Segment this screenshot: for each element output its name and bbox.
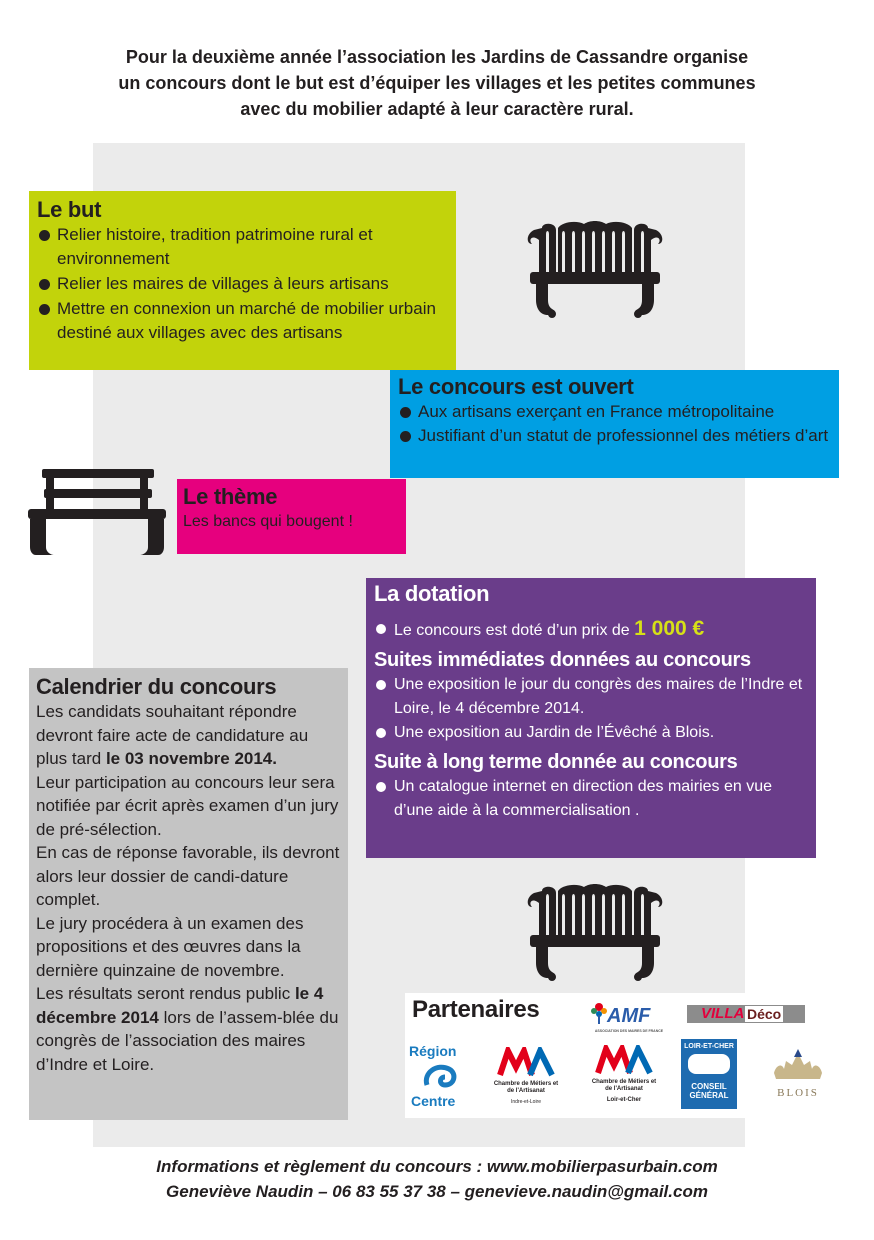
- centre-text: Centre: [411, 1093, 456, 1109]
- tree-icon: [589, 1001, 609, 1025]
- theme-section: [177, 479, 406, 554]
- amf-subtitle: ASSOCIATION DES MAIRES DE FRANCE: [594, 1029, 664, 1033]
- deco-text: Déco: [747, 1006, 782, 1022]
- conseil-text: CONSEIL GÉNÉRAL: [689, 1082, 729, 1100]
- loir-text: LOIR-ET-CHER: [684, 1043, 734, 1050]
- calendrier-paragraph: Leur participation au concours leur sera notifiée par écrit après examen d’un jury de pré-sélection.: [36, 772, 339, 839]
- list-item: Une exposition au Jardin de l’Évêché à Blois.: [374, 721, 808, 745]
- cma-label: Chambre de Métiers et de l'Artisanat: [591, 1079, 657, 1092]
- loir-et-cher-logo: [681, 1039, 737, 1109]
- p5-date: le 4 décembre 2014: [36, 984, 324, 1027]
- cma-icon: [496, 1047, 556, 1079]
- list-item: Relier histoire, tradition patrimoine rural et environnement: [37, 223, 448, 271]
- partners-section: [405, 993, 835, 1118]
- dotation-prize-list: [374, 617, 808, 643]
- blois-text: BLOIS: [777, 1087, 819, 1099]
- theme-title: Le thème: [183, 484, 278, 509]
- region-centre-logo: [407, 1043, 469, 1113]
- calendrier-paragraph: [36, 700, 341, 771]
- p1-date: le 03 novembre 2014.: [105, 749, 277, 768]
- intro-line-2: un concours dont le but est d’équiper les villages et les petites communes: [118, 73, 756, 93]
- list-item: Justifiant d’un statut de professionnel des métiers d’art: [398, 424, 831, 448]
- calendrier-paragraph: En cas de réponse favorable, ils devront alors leur dossier de candi-dature complet.: [36, 843, 340, 909]
- blois-crest-icon: [770, 1043, 826, 1083]
- intro-line-1: Pour la deuxième année l’association les Jardins de Cassandre organise: [125, 47, 749, 67]
- prize-amount: 1 000 €: [634, 617, 705, 640]
- ornate-bench-bottom-icon: [522, 883, 668, 983]
- list-item: Mettre en connexion un marché de mobilier urbain destiné aux villages avec des artisans: [37, 297, 448, 345]
- dotation-section: [366, 578, 816, 858]
- concours-list: [398, 400, 831, 448]
- simple-bench-icon: [26, 469, 168, 559]
- cma-icon: [594, 1045, 654, 1077]
- villa-text: VILLA: [701, 1005, 745, 1022]
- immediate-title: Suites immédiates données au concours: [374, 649, 751, 671]
- list-item: Aux artisans exerçant en France métropolitaine: [398, 400, 831, 424]
- p1-text: Les candidats souhaitant répondre devront faire acte de candidature au plus tard: [36, 702, 309, 768]
- cma-sub: Indre-et-Loire: [510, 1099, 541, 1105]
- p5-after: lors de l’assem-blée du congrès de l’association des maires d’Indre et Loire.: [36, 1007, 339, 1074]
- but-title: Le but: [37, 197, 102, 222]
- blois-logo: [767, 1043, 829, 1113]
- partners-title: Partenaires: [412, 996, 540, 1023]
- immediate-list: [374, 673, 808, 745]
- list-item: [374, 617, 808, 643]
- theme-text: Les bancs qui bougent !: [183, 513, 353, 530]
- intro-text: [110, 44, 764, 122]
- dotation-title: La dotation: [374, 581, 490, 606]
- but-section: [29, 191, 456, 370]
- cma-label: Chambre de Métiers et de l'Artisanat: [493, 1081, 559, 1094]
- calendrier-section: [29, 668, 348, 1120]
- cma-indre-logo: [491, 1047, 561, 1115]
- p5-before: Les résultats seront rendus public: [36, 984, 291, 1003]
- footer: [80, 1154, 794, 1204]
- prize-text: Le concours est doté d’un prix de: [394, 622, 630, 639]
- cma-sub: Loir-et-Cher: [606, 1097, 642, 1103]
- intro-line-3: avec du mobilier adapté à leur caractère rural.: [240, 99, 634, 119]
- calendrier-paragraph: Le jury procédera à un examen des propositions et des œuvres dans la dernière quinzaine de novembre.: [36, 913, 304, 980]
- long-term-list: [374, 775, 808, 823]
- calendrier-title: Calendrier du concours: [36, 674, 277, 699]
- long-term-title: Suite à long terme donnée au concours: [374, 751, 738, 773]
- cma-loir-logo: [588, 1045, 660, 1115]
- region-swirl-icon: [421, 1061, 461, 1093]
- calendrier-paragraph: [36, 982, 341, 1076]
- villadeco-logo: [687, 1005, 807, 1025]
- footer-line-2: Geneviève Naudin – 06 83 55 37 38 – genevieve.naudin@gmail.com: [166, 1182, 708, 1201]
- footer-line-1: Informations et règlement du concours : www.mobilierpasurbain.com: [156, 1157, 718, 1176]
- list-item: Un catalogue internet en direction des mairies en vue d’une aide à la commercialisation .: [374, 775, 808, 823]
- list-item: Une exposition le jour du congrès des maires de l’Indre et Loire, le 4 décembre 2014.: [374, 673, 808, 721]
- list-item: Relier les maires de villages à leurs artisans: [37, 272, 448, 296]
- concours-title: Le concours est ouvert: [398, 374, 634, 399]
- region-text: Région: [409, 1043, 457, 1059]
- but-list: [37, 223, 448, 345]
- ornate-bench-icon: [522, 220, 668, 320]
- concours-section: [390, 370, 839, 478]
- amf-text: AMF: [607, 1005, 651, 1027]
